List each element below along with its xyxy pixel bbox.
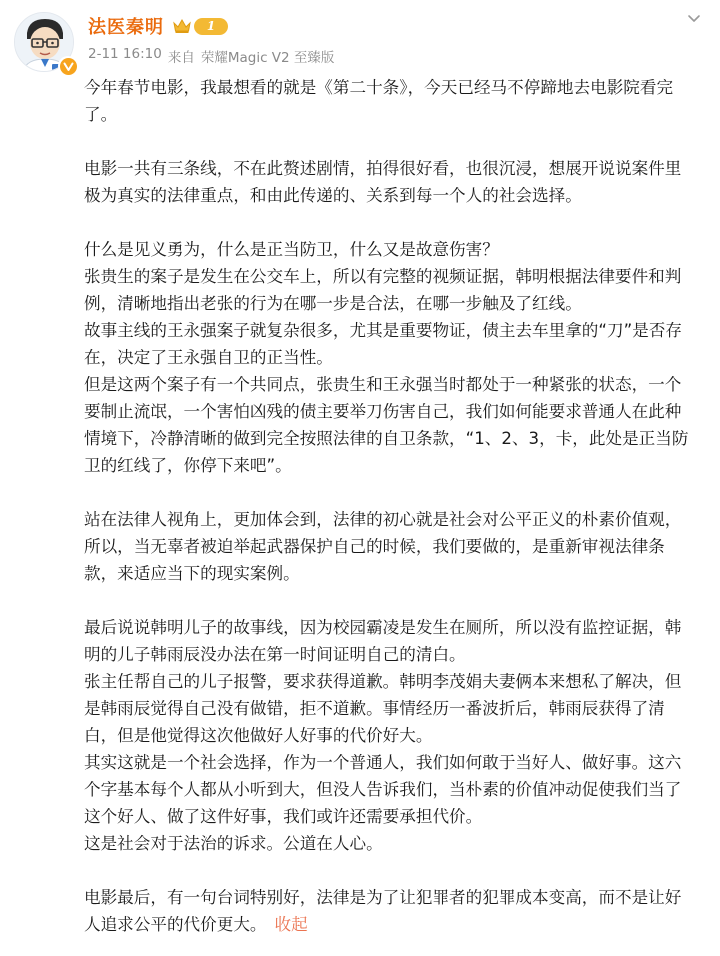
text-line: 情境下，冷静清晰的做到完全按照法律的自卫条款，“1、2、3，卡，此处是正当防 [84, 429, 689, 448]
post-time: 2-11 16:10 [88, 46, 162, 62]
text-line: 极为真实的法律重点，和由此传递的、关系到每一个人的社会选择。 [84, 186, 582, 205]
collapse-link[interactable]: 收起 [274, 915, 308, 934]
post-content [84, 74, 712, 956]
text-line: 在，决定了王永强自卫的正当性。 [84, 348, 333, 367]
text-line: 其实这就是一个社会选择，作为一个普通人，我们如何敢于当好人、做好事。这六 [84, 753, 682, 772]
username[interactable]: 法医秦明 [88, 17, 164, 38]
text-line: 是韩雨辰觉得自己没有做错，拒不道歉。事情经历一番波折后，韩雨辰获得了清 [84, 699, 665, 718]
paragraph [84, 614, 712, 857]
source-prefix: 来自 [167, 50, 195, 66]
text-line: 这是社会对于法治的诉求。公道在人心。 [84, 834, 383, 853]
verified-v-icon [58, 56, 78, 76]
text-line: 张主任帮自己的儿子报警，要求获得道歉。韩明李茂娟夫妻俩本来想私了解决，但 [84, 672, 682, 691]
text-line: 所以，当无辜者被迫举起武器保护自己的时候，我们要做的，是重新审视法律条 [84, 537, 665, 556]
text-line: 但是这两个案子有一个共同点，张贵生和王永强当时都处于一种紧张的状态，一个 [84, 375, 682, 394]
post-meta [88, 46, 334, 66]
text-line: 要制止流氓，一个害怕凶残的债主要举刀伤害自己，我们如何能要求普通人在此种 [84, 402, 682, 421]
text-line: 故事主线的王永强案子就复杂很多，尤其是重要物证，债主去车里拿的“刀”是否存 [84, 321, 682, 340]
chevron-down-icon [686, 10, 702, 30]
text-line: 人追求公平的代价更大。 [84, 915, 267, 934]
text-line: 什么是见义勇为，什么是正当防卫，什么又是故意伤害？ [84, 240, 499, 259]
user-line [88, 13, 228, 39]
paragraph-final [84, 884, 712, 938]
text-line: 最后说说韩明儿子的故事线，因为校园霸凌是发生在厕所，所以没有监控证据，韩 [84, 618, 682, 637]
text-line: 张贵生的案子是发生在公交车上，所以有完整的视频证据，韩明根据法律要件和判 [84, 267, 682, 286]
vip-level-badge[interactable] [194, 18, 228, 35]
text-line: 个字基本每个人都从小听到大，但没人告诉我们，当朴素的价值冲动促使我们当了 [84, 780, 682, 799]
paragraph [84, 74, 712, 128]
more-button[interactable] [682, 8, 706, 32]
text-line: 站在法律人视角上，更加体会到，法律的初心就是社会对公平正义的朴素价值观， [84, 510, 682, 529]
text-line: 今年春节电影，我最想看的就是《第二十条》，今天已经马不停蹄地去电影院看完 [84, 78, 674, 97]
vip-level: 1 [206, 19, 216, 33]
text-line: 例，清晰地指出老张的行为在哪一步是合法，在哪一步触及了红线。 [84, 294, 582, 313]
text-line: 白，但是他觉得这次他做好人好事的代价好大。 [84, 726, 433, 745]
text-line: 卫的红线了，你停下来吧”。 [84, 456, 292, 475]
text-line: 明的儿子韩雨辰没办法在第一时间证明自己的清白。 [84, 645, 466, 664]
avatar[interactable] [14, 12, 76, 74]
paragraph [84, 506, 712, 587]
paragraph [84, 236, 712, 479]
text-line: 这个好人、做了这件好事，我们或许还需要承担代价。 [84, 807, 483, 826]
paragraph [84, 155, 712, 209]
text-line: 电影一共有三条线，不在此赘述剧情，拍得很好看，也很沉浸，想展开说说案件里 [84, 159, 682, 178]
crown-icon [172, 18, 192, 34]
text-line: 了。 [84, 105, 118, 124]
text-line-last [84, 911, 712, 938]
source-device[interactable]: 荣耀Magic V2 至臻版 [200, 50, 335, 66]
text-line: 电影最后，有一句台词特别好，法律是为了让犯罪者的犯罪成本变高，而不是让好 [84, 888, 682, 907]
text-line: 款，来适应当下的现实案例。 [84, 564, 300, 583]
